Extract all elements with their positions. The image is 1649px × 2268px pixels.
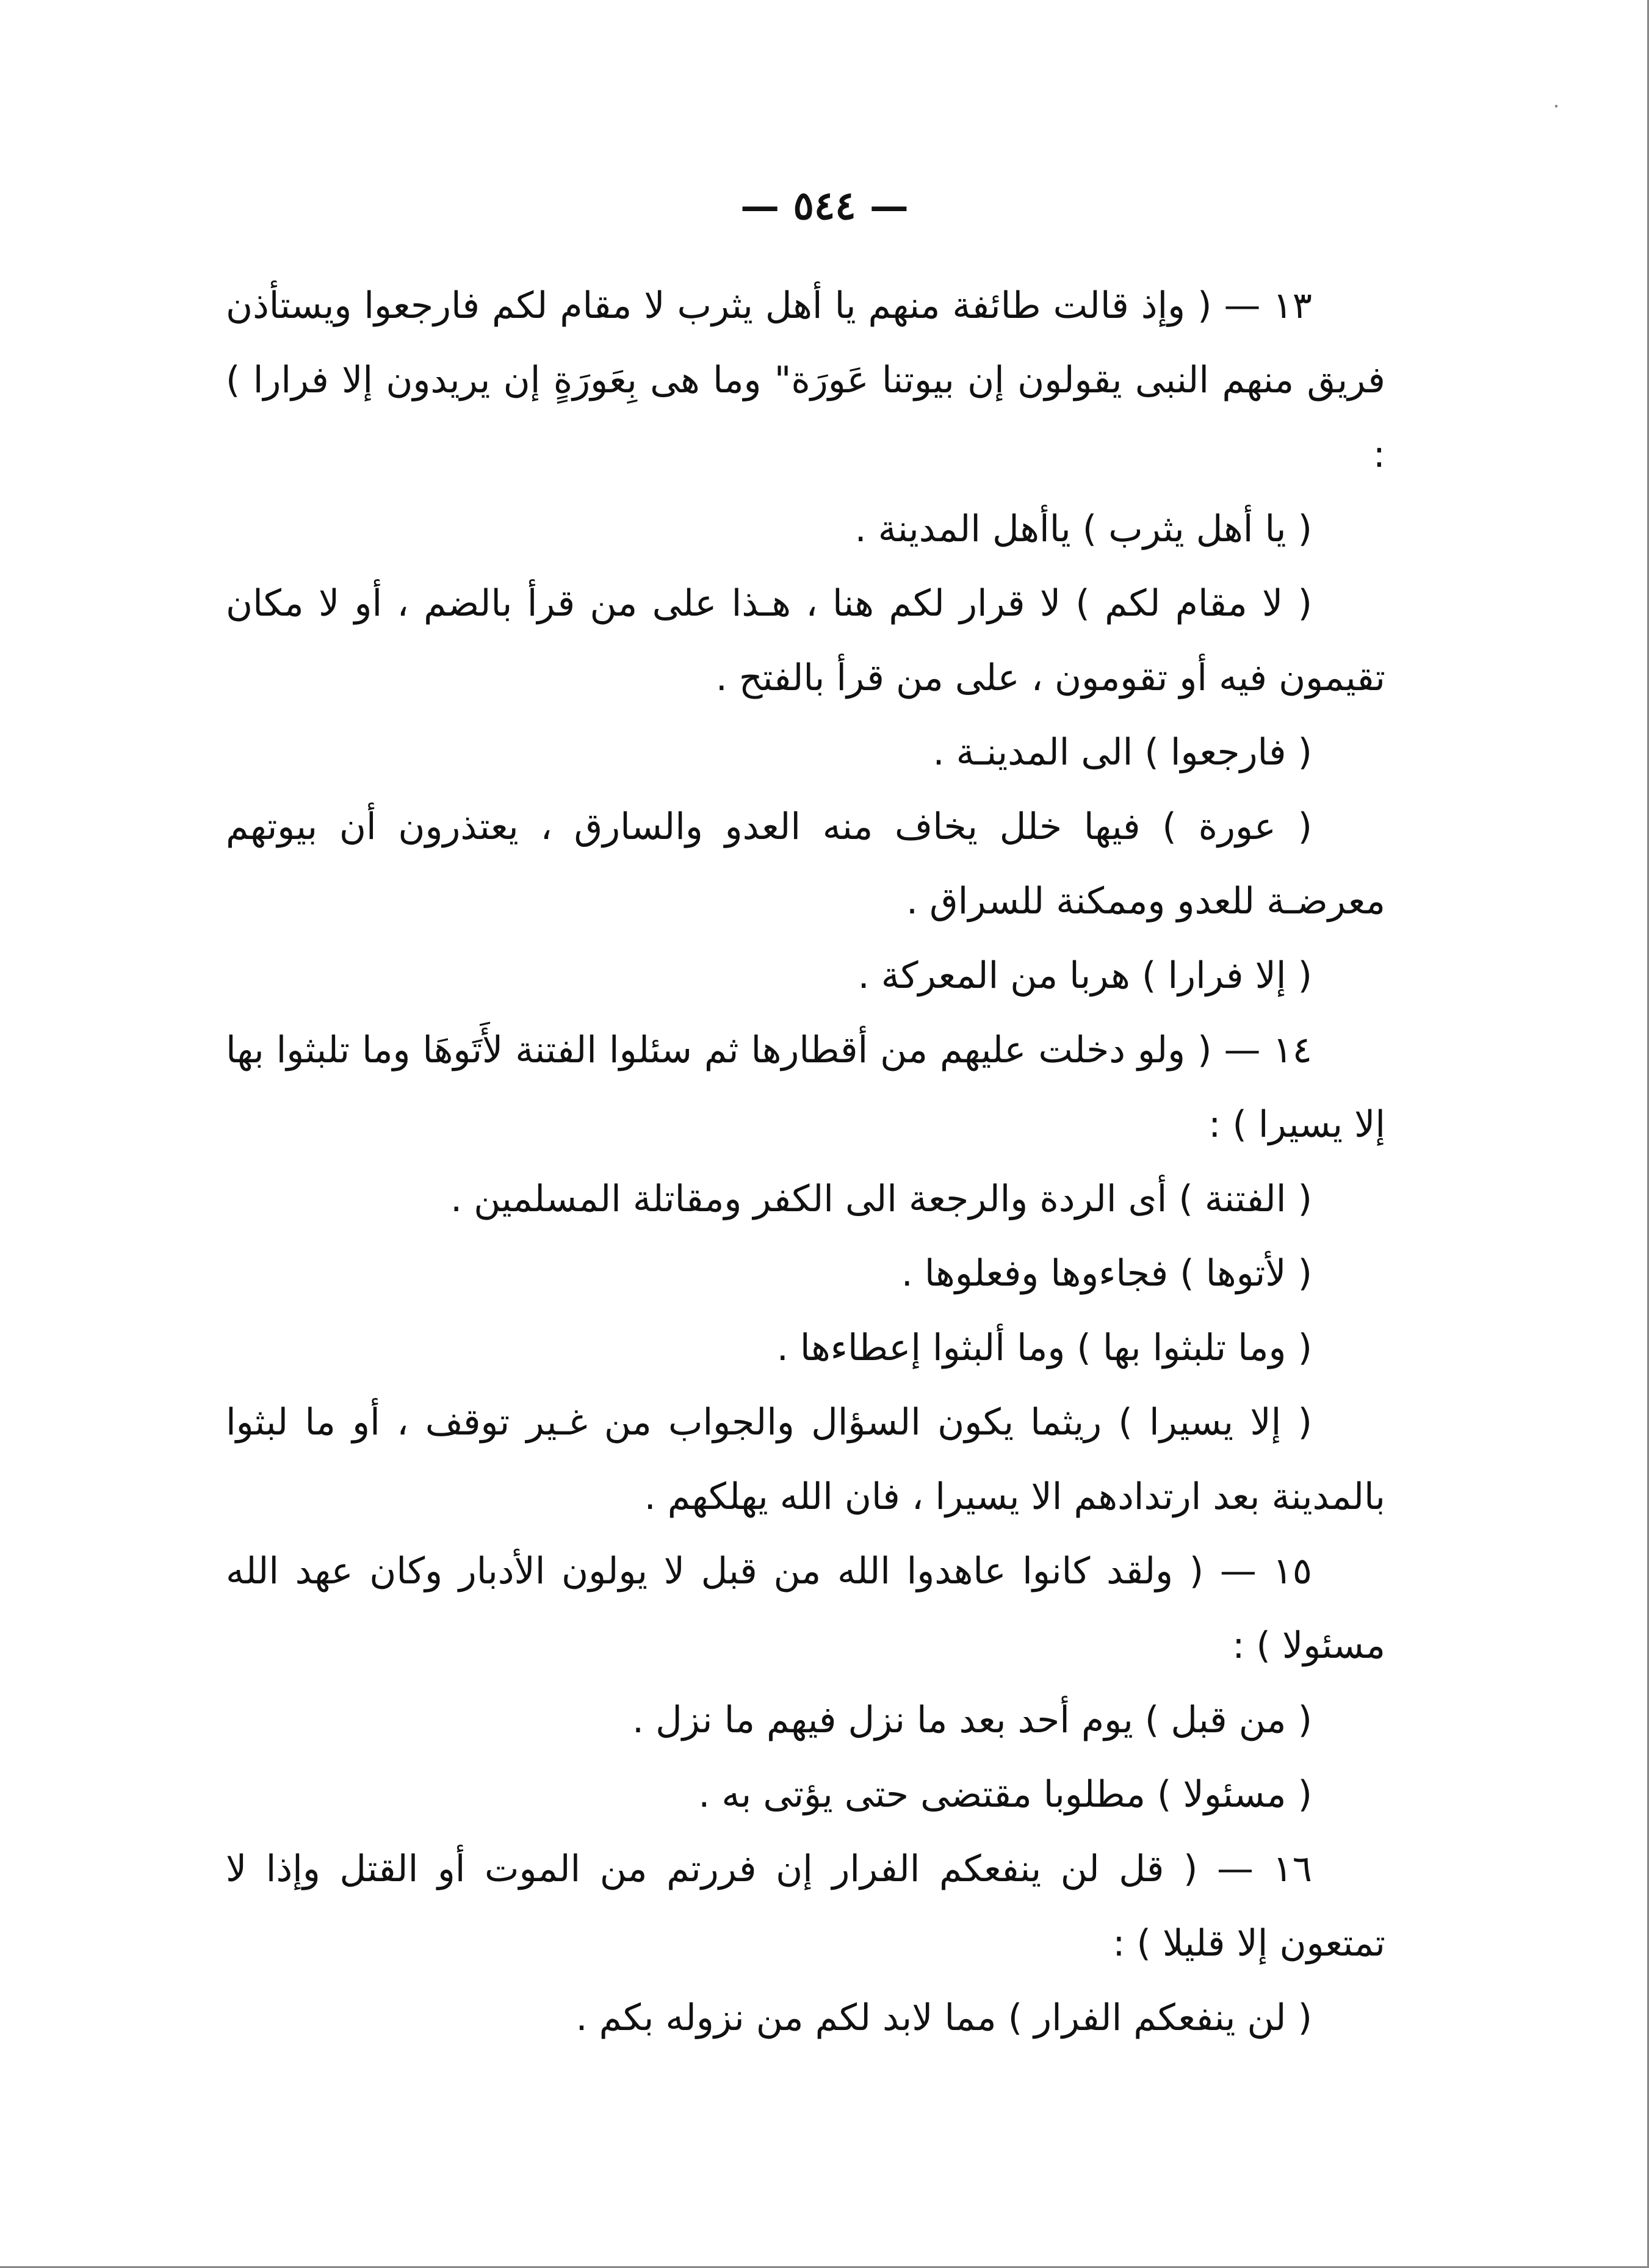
paragraph: ( لا مقام لكم ) لا قرار لكم هنا ، هـذا على من قرأ بالضم ، أو لا مكان تقيمون فيه أو تقومون ، على من قرأ بالفتح . (226, 582, 1385, 699)
paragraph: ( يا أهل يثرب ) ياأهل المدينة . (854, 508, 1312, 550)
paragraph: ١٦ — ( قل لن ينفعكم الفرار إن فررتم من الموت أو القتل وإذا لا تمتعون إلا قليلا ) : (226, 1848, 1385, 1965)
page-number: — ٥٤٤ — (740, 183, 909, 229)
paragraph: ١٣ — ( وإذ قالت طائفة منهم يا أهل يثرب لا مقام لكم فارجعوا ويستأذن فريق منهم النبى يقولون إن بيوتنا عَورَة" وما هى بِعَورَةٍ إن يريدون إلا فرارا ) : (226, 284, 1385, 476)
paragraph: ( الفتنة ) أى الردة والرجعة الى الكفر ومقاتلة المسلمين . (450, 1178, 1312, 1220)
paragraph: ( من قبل ) يوم أحد بعد ما نزل فيهم ما نزل . (632, 1699, 1312, 1741)
paragraph: ( إلا فرارا ) هربا من المعركة . (857, 954, 1312, 997)
paragraph: ( لأتوها ) فجاءوها وفعلوها . (901, 1252, 1312, 1295)
paragraph: ( عورة ) فيها خلل يخاف منه العدو والسارق ، يعتذرون أن بيوتهم معرضـة للعدو وممكنة للسراق . (226, 805, 1385, 923)
paragraph: ( فارجعوا ) الى المدينـة . (933, 731, 1312, 774)
scan-speck (1555, 105, 1557, 107)
paragraph: ( إلا يسيرا ) ريثما يكون السؤال والجواب من غـير توقف ، أو ما لبثوا بالمدينة بعد ارتدادهم الا يسيرا ، فان الله يهلكهم . (226, 1401, 1385, 1518)
paragraph: ( مسئولا ) مطلوبا مقتضى حتى يؤتى به . (698, 1773, 1312, 1816)
paragraph: ١٤ — ( ولو دخلت عليهم من أقطارها ثم سئلوا الفتنة لأَتَوهَا وما تلبثوا بها إلا يسيرا ) : (226, 1029, 1385, 1146)
paragraph: ( لن ينفعكم الفرار ) مما لابد لكم من نزوله بكم . (576, 1996, 1312, 2039)
paragraph: ( وما تلبثوا بها ) وما ألبثوا إعطاءها . (776, 1327, 1312, 1369)
body-text (226, 268, 1385, 2055)
paragraph: ١٥ — ( ولقد كانوا عاهدوا الله من قبل لا يولون الأدبار وكان عهد الله مسئولا ) : (226, 1550, 1385, 1667)
